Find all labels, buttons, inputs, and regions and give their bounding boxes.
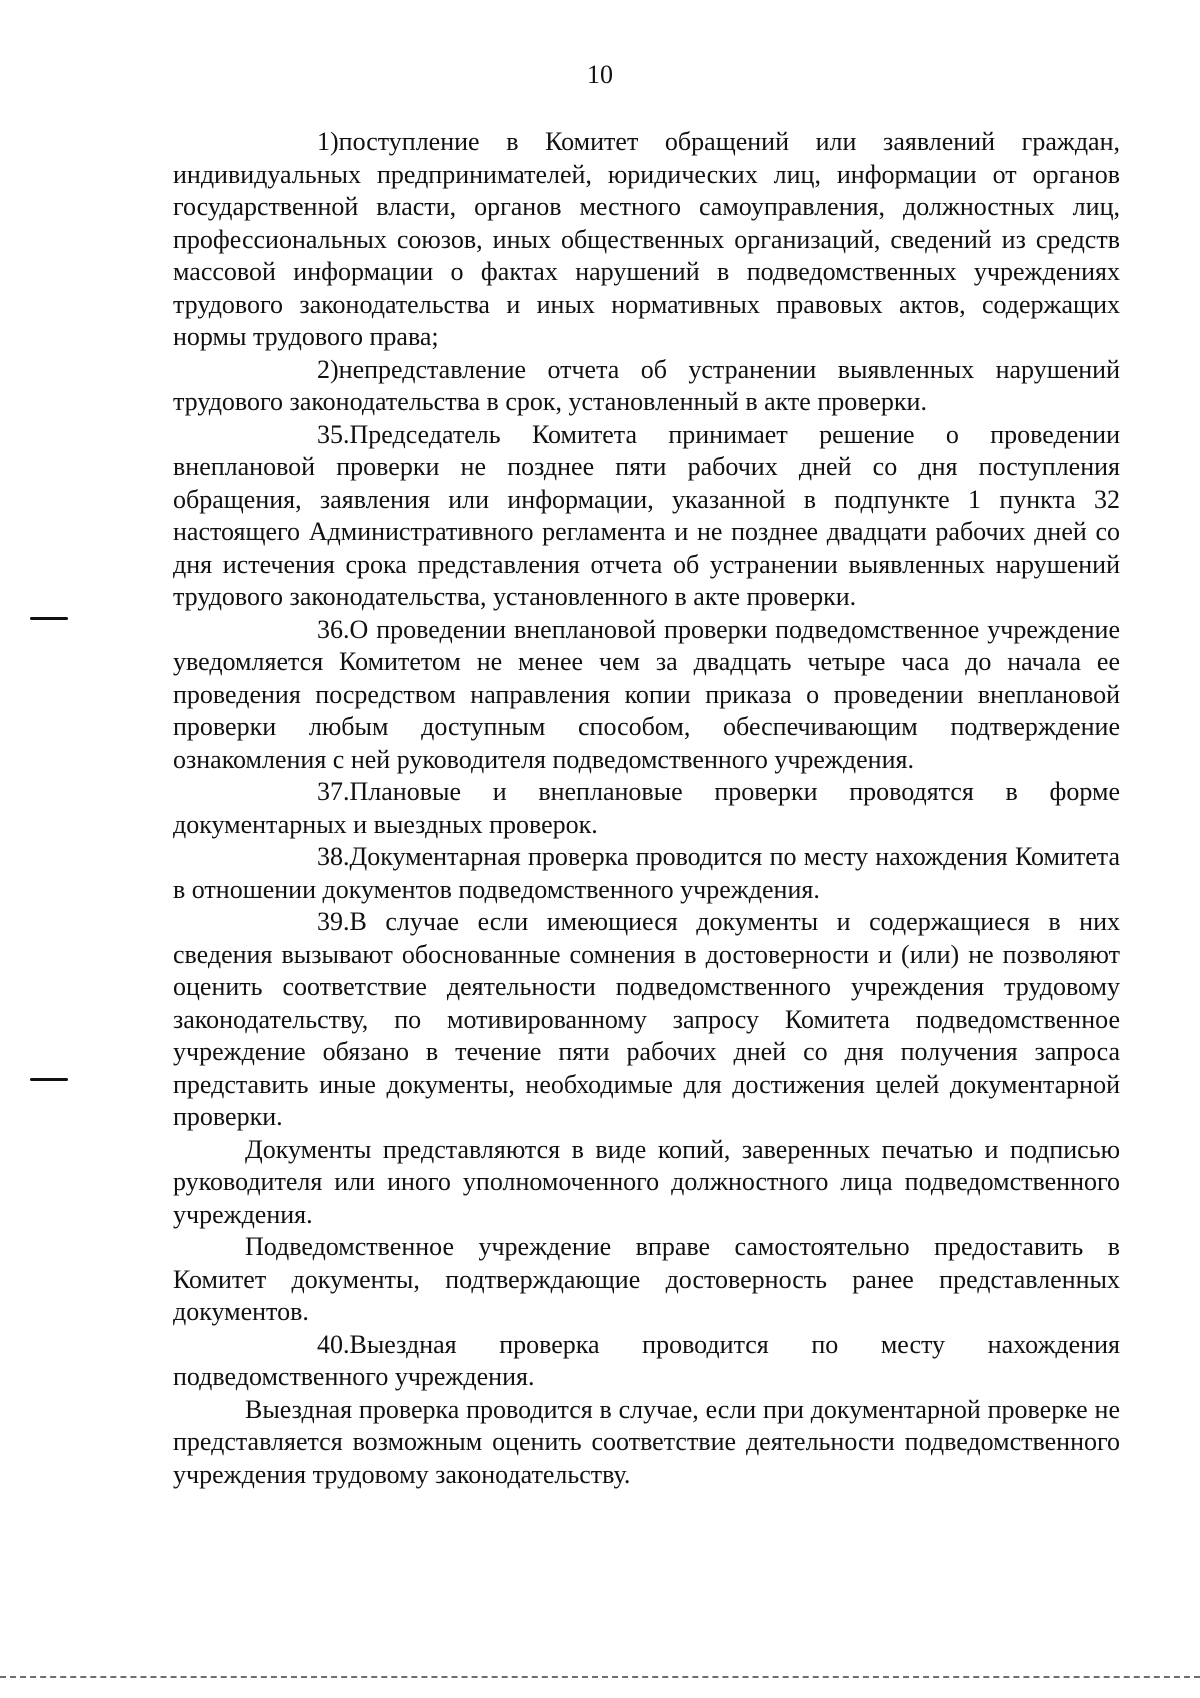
paragraph-text: О проведении внеплановой проверки подведомственное учреждение уведомляется Комитетом не менее чем за двадцать четыре часа до начала ее проведения посредством направления копии приказа о проведении внеплановой проверки любым доступным способом, обеспечивающим подтверждение ознакомления с ней руководителя подведомственного учреждения.: [173, 614, 1120, 774]
paragraph-38: [173, 841, 1120, 906]
paragraph-39-documents: [173, 1134, 1120, 1232]
paragraph-number: 2): [317, 354, 339, 384]
scan-edge-line: [0, 1676, 1200, 1678]
paragraph-number: 40.: [317, 1329, 350, 1359]
paragraph-40-case: [173, 1394, 1120, 1492]
paragraph-1: [173, 126, 1120, 354]
paragraph-number: 39.: [317, 907, 350, 936]
paragraph-text: Документы представляются в виде копий, заверенных печатью и подписью руководителя или иного уполномоченного должностного лица подведомственного учреждения.: [173, 1134, 1120, 1229]
paragraph-number: 1): [317, 127, 339, 156]
paragraph-text: поступление в Комитет обращений или заявлений граждан, индивидуальных предпринимателей, юридических лиц, информации от органов государственной власти, органов местного самоуправления, должностных лиц, профессиональных союзов, иных общественных организаций, сведений из средств массовой информации о фактах нарушений в подведомственных учреждениях трудового законодательства и иных нормативных правовых актов, содержащих нормы трудового права;: [173, 127, 1120, 351]
paragraph-number: 36.: [317, 614, 350, 644]
paragraph-40: [173, 1329, 1120, 1394]
paragraph-39: [173, 906, 1120, 1134]
paragraph-35: [173, 419, 1120, 614]
paragraph-text: Подведомственное учреждение вправе самостоятельно предоставить в Комитет документы, подтверждающие достоверность ранее представленных документов.: [173, 1232, 1120, 1326]
paragraph-text: Выездная проверка проводится в случае, если при документарной проверке не представляется возможным оценить соответствие деятельности подведомственного учреждения трудовому законодательству.: [173, 1394, 1120, 1489]
paragraph-text: Документарная проверка проводится по месту нахождения Комитета в отношении документов подведомственного учреждения.: [173, 842, 1120, 904]
paragraph-39-right: [173, 1231, 1120, 1329]
paragraph-number: 37.: [317, 777, 350, 806]
paragraph-text: В случае если имеющиеся документы и содержащиеся в них сведения вызывают обоснованные сомнения в достоверности и (или) не позволяют оценить соответствие деятельности подведомственного учреждения трудовому законодательству, по мотивированному запросу Комитета подведомственное учреждение обязано в течение пяти рабочих дней со дня получения запроса представить иные документы, необходимые для достижения целей документарной проверки.: [173, 907, 1120, 1131]
page-number: 10: [587, 60, 613, 89]
paragraph-text: Выездная проверка проводится по месту нахождения подведомственного учреждения.: [173, 1329, 1120, 1391]
paragraph-text: Плановые и внеплановые проверки проводятся в форме документарных и выездных проверок.: [173, 777, 1120, 839]
binding-hole-mark: [30, 617, 68, 620]
paragraph-2: [173, 354, 1120, 419]
binding-hole-mark: [30, 1078, 68, 1081]
paragraph-text: непредставление отчета об устранении выявленных нарушений трудового законодательства в срок, установленный в акте проверки.: [173, 354, 1120, 416]
paragraph-36: [173, 614, 1120, 777]
document-body: [173, 126, 1120, 1491]
paragraph-37: [173, 776, 1120, 841]
paragraph-number: 38.: [317, 842, 350, 871]
paragraph-text: Председатель Комитета принимает решение о проведении внеплановой проверки не позднее пяти рабочих дней со дня поступления обращения, заявления или информации, указанной в подпункте 1 пункта 32 настоящего Административного регламента и не позднее двадцати рабочих дней со дня истечения срока представления отчета об устранении выявленных нарушений трудового законодательства, установленного в акте проверки.: [173, 419, 1120, 611]
paragraph-number: 35.: [317, 419, 350, 449]
